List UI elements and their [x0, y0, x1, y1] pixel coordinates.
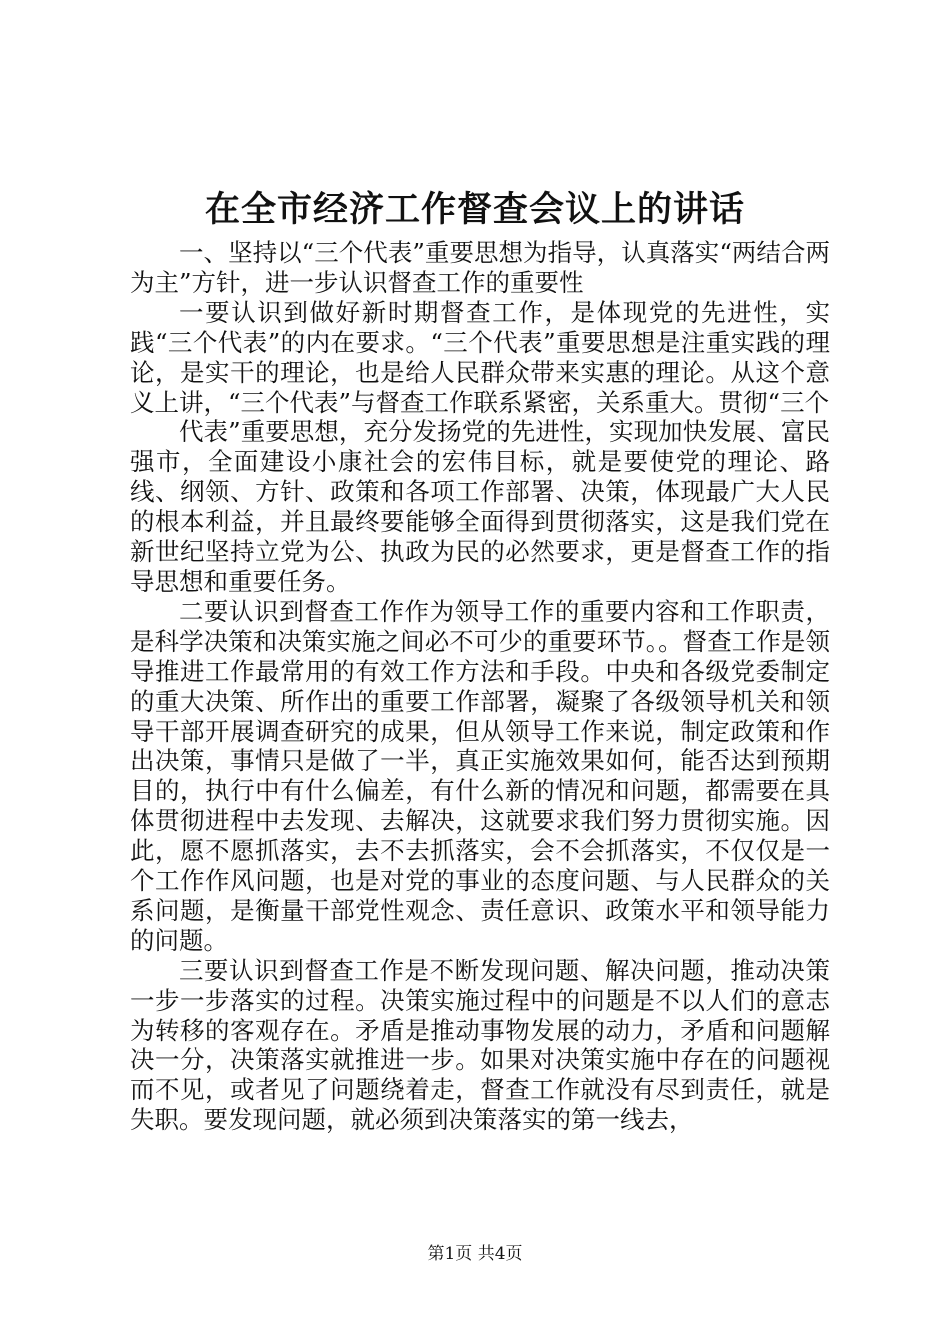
paragraph-2: 代表”重要思想，充分发扬党的先进性，实现加快发展、富民强市，全面建设小康社会的宏伟目标，就是要使党的理论、路线、纲领、方针、政策和各项工作部署、决策，体现最广大人民的根本利益，并且最终要能够全面得到贯彻落实，这是我们党在新世纪坚持立党为公、执政为民的必然要求，更是督查工作的指导思想和重要任务。	[130, 417, 830, 596]
paragraph-1: 一要认识到做好新时期督查工作，是体现党的先进性，实践“三个代表”的内在要求。“三个代表”重要思想是注重实践的理论，是实干的理论，也是给人民群众带来实惠的理论。从这个意义上讲，“三个代表”与督查工作联系紧密，关系重大。贯彻“三个	[130, 297, 830, 417]
paragraph-4: 三要认识到督查工作是不断发现问题、解决问题，推动决策一步一步落实的过程。决策实施过程中的问题是不以人们的意志为转移的客观存在。矛盾是推动事物发展的动力，矛盾和问题解决一分，决策落实就推进一步。如果对决策实施中存在的问题视而不见，或者见了问题绕着走，督查工作就没有尽到责任，就是失职。要发现问题，就必须到决策落实的第一线去，	[130, 955, 830, 1135]
document-body	[130, 238, 830, 1135]
paragraph-heading-1: 一、坚持以“三个代表”重要思想为指导，认真落实“两结合两为主”方针，进一步认识督查工作的重要性	[130, 238, 830, 297]
paragraph-3: 二要认识到督查工作作为领导工作的重要内容和工作职责，是科学决策和决策实施之间必不可少的重要环节。。督查工作是领导推进工作最常用的有效工作方法和手段。中央和各级党委制定的重大决策、所作出的重要工作部署，凝聚了各级领导机关和领导干部开展调查研究的成果，但从领导工作来说，制定政策和作出决策，事情只是做了一半，真正实施效果如何，能否达到预期目的，执行中有什么偏差，有什么新的情况和问题，都需要在具体贯彻进程中去发现、去解决，这就要求我们努力贯彻实施。因此，愿不愿抓落实，去不去抓落实，会不会抓落实，不仅仅是一个工作作风问题，也是对党的事业的态度问题、与人民群众的关系问题，是衡量干部党性观念、责任意识、政策水平和领导能力的问题。	[130, 596, 830, 955]
document-title: 在全市经济工作督查会议上的讲话	[204, 189, 745, 230]
page-number-footer: 第1页 共4页	[427, 1244, 523, 1264]
